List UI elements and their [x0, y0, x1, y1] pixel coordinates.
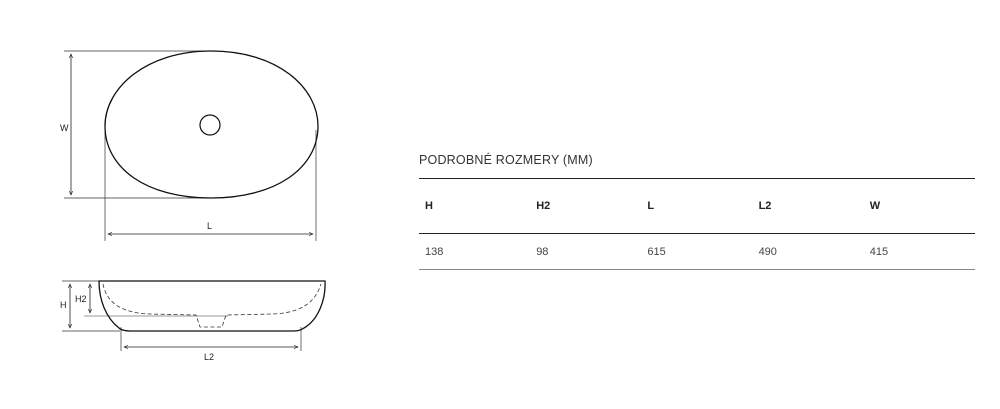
- basin-side-profile: [99, 281, 325, 331]
- h-label: H: [60, 300, 67, 310]
- dimensions-table: [419, 178, 975, 270]
- drain-hole: [200, 115, 220, 135]
- header-h2: H2: [536, 200, 551, 212]
- header-l2: L2: [758, 200, 772, 212]
- dimensions-spec: [419, 153, 975, 270]
- l2-label: L2: [204, 352, 215, 362]
- l-label: L: [207, 221, 213, 231]
- basin-top-outline: [105, 51, 318, 198]
- header-l: L: [647, 200, 655, 212]
- w-label: W: [60, 123, 69, 133]
- table-row: [419, 234, 975, 270]
- value-l: 615: [647, 245, 666, 258]
- value-l2: 490: [758, 245, 777, 258]
- spec-title: PODROBNÉ ROZMERY (MM): [419, 153, 593, 167]
- header-h: H: [425, 200, 433, 212]
- basin-inner-dashed: [103, 284, 321, 327]
- table-header-row: [419, 179, 975, 234]
- h2-label: H2: [75, 294, 87, 304]
- top-view: [60, 51, 318, 241]
- value-w: 415: [869, 245, 889, 258]
- basin-technical-drawing: [0, 0, 400, 409]
- value-h: 138: [425, 245, 444, 258]
- header-w: W: [869, 200, 881, 212]
- value-h2: 98: [536, 245, 549, 258]
- side-view: [60, 281, 325, 362]
